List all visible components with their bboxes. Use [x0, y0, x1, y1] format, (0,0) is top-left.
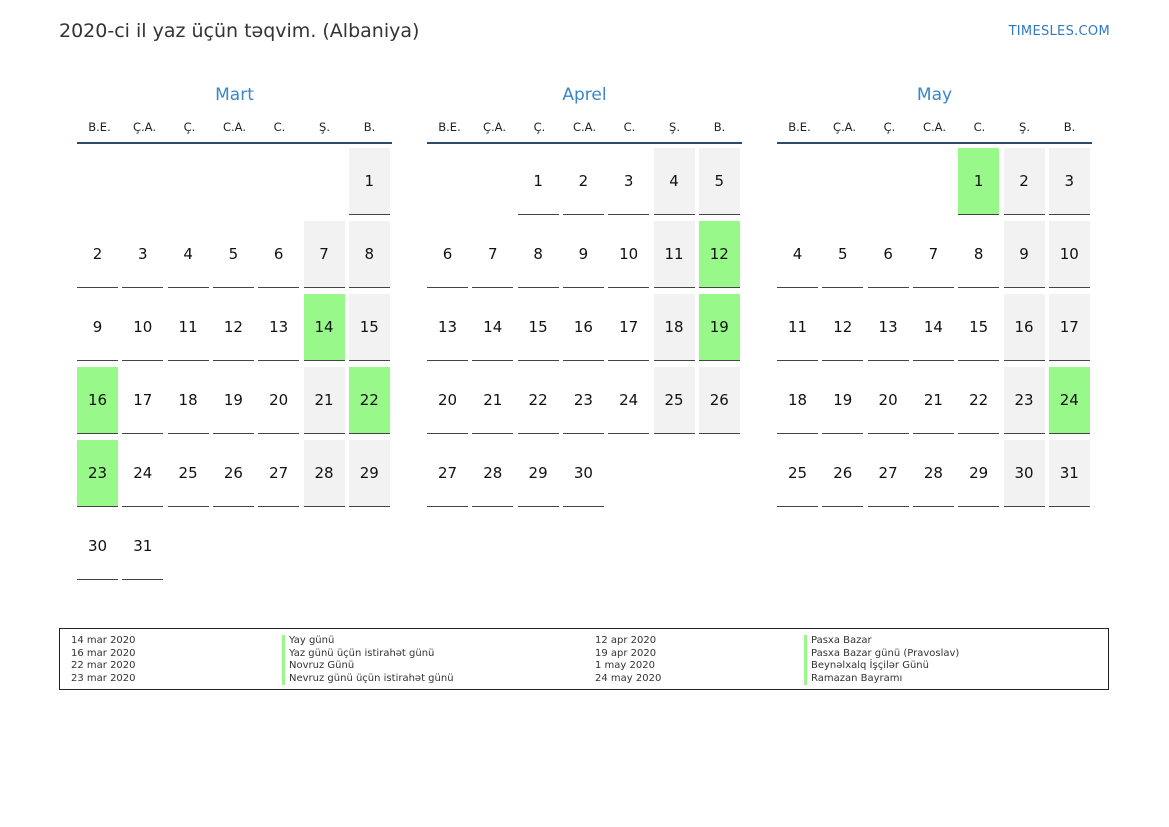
day-cell: 24	[608, 367, 649, 434]
weekday-label: B.E.	[438, 120, 461, 134]
weekday-label: Ş.	[669, 120, 680, 134]
day-cell: 23	[1004, 367, 1045, 434]
day-cell: 13	[427, 294, 468, 361]
day-cell: 27	[427, 440, 468, 507]
day-cell: 21	[913, 367, 954, 434]
day-cell: 5	[699, 148, 740, 215]
day-cell: 22	[518, 367, 559, 434]
weekday-label: B.E.	[88, 120, 111, 134]
day-cell: 31	[1049, 440, 1090, 507]
day-cell: 4	[168, 221, 209, 288]
legend-date: 16 mar 2020	[71, 647, 136, 659]
day-cell: 9	[1004, 221, 1045, 288]
day-cell: 17	[608, 294, 649, 361]
day-cell: 30	[1004, 440, 1045, 507]
day-cell: 21	[472, 367, 513, 434]
day-cell: 7	[472, 221, 513, 288]
day-cell: 9	[563, 221, 604, 288]
day-cell: 26	[699, 367, 740, 434]
day-cell: 25	[654, 367, 695, 434]
legend-name: Novruz Günü	[282, 660, 454, 673]
legend-date: 24 may 2020	[595, 672, 662, 684]
legend-date: 14 mar 2020	[71, 635, 136, 646]
day-cell: 7	[304, 221, 345, 288]
weekday-label: Ş.	[1019, 120, 1030, 134]
day-cell: 5	[822, 221, 863, 288]
legend-name: Yaz günü üçün istirahət günü	[282, 648, 454, 661]
day-cell: 3	[122, 221, 163, 288]
site-link[interactable]: TIMESLES.COM	[1008, 24, 1110, 39]
holiday-day-cell: 19	[699, 294, 740, 361]
day-cell: 23	[563, 367, 604, 434]
month-mart	[77, 84, 392, 555]
day-cell: 6	[868, 221, 909, 288]
day-cell: 20	[258, 367, 299, 434]
day-cell: 6	[427, 221, 468, 288]
weekday-label: Ş.	[319, 120, 330, 134]
weekday-label: C.A.	[222, 120, 246, 134]
weekday-label: Ç.A.	[832, 120, 856, 134]
legend-names-right	[804, 635, 959, 685]
day-cell: 2	[563, 148, 604, 215]
day-cell: 29	[958, 440, 999, 507]
weekday-header	[77, 112, 392, 144]
day-cell: 28	[304, 440, 345, 507]
weekday-label: Ç.A.	[132, 120, 156, 134]
day-cell: 25	[168, 440, 209, 507]
day-cell: 13	[258, 294, 299, 361]
day-cell: 5	[213, 221, 254, 288]
day-cell: 12	[213, 294, 254, 361]
legend-name: Beynəlxalq İşçilər Günü	[804, 660, 959, 673]
weekday-label: B.	[713, 120, 726, 134]
day-cell: 7	[913, 221, 954, 288]
weekday-label: Ç.A.	[482, 120, 506, 134]
day-cell: 17	[1049, 294, 1090, 361]
day-cell: 28	[472, 440, 513, 507]
holiday-legend	[59, 628, 1109, 690]
day-cell: 3	[608, 148, 649, 215]
day-cell: 29	[349, 440, 390, 507]
day-cell: 31	[122, 513, 163, 580]
legend-dates-right	[595, 635, 661, 685]
month-title: May	[916, 85, 953, 105]
day-cell: 10	[1049, 221, 1090, 288]
day-cell: 11	[168, 294, 209, 361]
day-cell: 19	[213, 367, 254, 434]
day-cell: 17	[122, 367, 163, 434]
weekday-label: C.A.	[922, 120, 946, 134]
day-cell: 24	[122, 440, 163, 507]
day-cell: 27	[258, 440, 299, 507]
weekday-label: B.	[363, 120, 376, 134]
holiday-day-cell: 12	[699, 221, 740, 288]
holiday-day-cell: 23	[77, 440, 118, 507]
day-cell: 2	[1004, 148, 1045, 215]
page-title: 2020-ci il yaz üçün təqvim. (Albaniya)	[59, 20, 420, 42]
month-may	[777, 84, 1092, 482]
day-cell: 1	[518, 148, 559, 215]
weekday-label: C.	[973, 120, 986, 134]
month-aprel	[427, 84, 742, 482]
day-cell: 10	[122, 294, 163, 361]
weekday-label: C.A.	[572, 120, 596, 134]
weekday-label: C.	[623, 120, 636, 134]
day-cell: 18	[654, 294, 695, 361]
day-cell: 8	[958, 221, 999, 288]
day-cell: 14	[913, 294, 954, 361]
weekday-header	[777, 112, 1092, 144]
day-cell: 25	[777, 440, 818, 507]
day-cell: 16	[563, 294, 604, 361]
legend-date: 23 mar 2020	[71, 672, 136, 684]
day-cell: 19	[822, 367, 863, 434]
day-cell: 11	[777, 294, 818, 361]
day-cell: 15	[349, 294, 390, 361]
day-cell: 15	[958, 294, 999, 361]
day-cell: 21	[304, 367, 345, 434]
day-cell: 10	[608, 221, 649, 288]
day-cell: 6	[258, 221, 299, 288]
day-cell: 26	[213, 440, 254, 507]
weekday-header	[427, 112, 742, 144]
day-cell: 26	[822, 440, 863, 507]
month-title: Aprel	[562, 85, 607, 105]
legend-dates-left	[71, 635, 136, 685]
day-cell: 15	[518, 294, 559, 361]
day-cell: 20	[868, 367, 909, 434]
day-cell: 8	[518, 221, 559, 288]
weekday-label: Ç.	[533, 120, 546, 134]
weekday-label: Ç.	[883, 120, 896, 134]
legend-date: 1 may 2020	[595, 660, 655, 671]
legend-name: Yay günü	[282, 635, 454, 648]
legend-names-left	[282, 635, 454, 685]
weekday-label: Ç.	[183, 120, 196, 134]
month-title: Mart	[215, 85, 254, 105]
day-cell: 29	[518, 440, 559, 507]
day-cell: 9	[77, 294, 118, 361]
day-cell: 3	[1049, 148, 1090, 215]
legend-name: Pasxa Bazar	[804, 635, 959, 648]
day-cell: 30	[77, 513, 118, 580]
holiday-day-cell: 1	[958, 148, 999, 215]
day-cell: 30	[563, 440, 604, 507]
day-cell: 13	[868, 294, 909, 361]
day-cell: 27	[868, 440, 909, 507]
day-cell: 4	[777, 221, 818, 288]
day-cell: 20	[427, 367, 468, 434]
holiday-day-cell: 24	[1049, 367, 1090, 434]
weekday-label: C.	[273, 120, 286, 134]
day-cell: 8	[349, 221, 390, 288]
day-cell: 1	[349, 148, 390, 215]
holiday-day-cell: 14	[304, 294, 345, 361]
day-cell: 28	[913, 440, 954, 507]
holiday-day-cell: 16	[77, 367, 118, 434]
day-cell: 2	[77, 221, 118, 288]
day-cell: 18	[777, 367, 818, 434]
legend-name: Nevruz günü üçün istirahət günü	[282, 673, 454, 686]
day-cell: 4	[654, 148, 695, 215]
legend-date: 19 apr 2020	[595, 647, 657, 659]
legend-date: 12 apr 2020	[595, 635, 657, 646]
weekday-label: B.E.	[788, 120, 811, 134]
day-cell: 18	[168, 367, 209, 434]
weekday-label: B.	[1063, 120, 1076, 134]
legend-name: Ramazan Bayramı	[804, 673, 959, 686]
day-cell: 22	[958, 367, 999, 434]
day-cell: 16	[1004, 294, 1045, 361]
legend-name: Pasxa Bazar günü (Pravoslav)	[804, 648, 959, 661]
holiday-day-cell: 22	[349, 367, 390, 434]
legend-date: 22 mar 2020	[71, 660, 136, 671]
day-cell: 14	[472, 294, 513, 361]
day-cell: 11	[654, 221, 695, 288]
day-cell: 12	[822, 294, 863, 361]
